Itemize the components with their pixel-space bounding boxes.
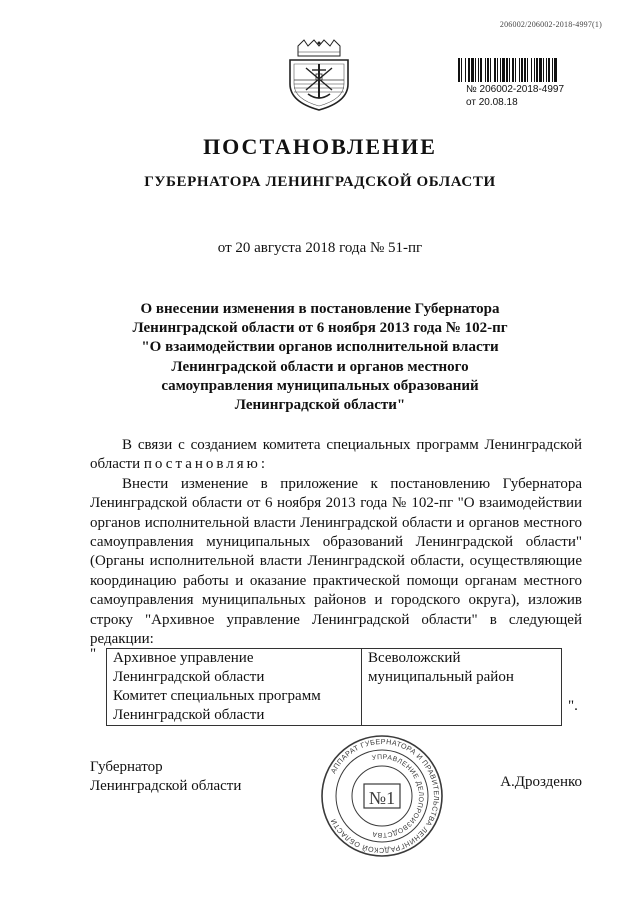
document-title: ПОСТАНОВЛЕНИЕ	[203, 134, 437, 159]
heading-line: самоуправления муниципальных образований	[161, 377, 479, 394]
table-row	[107, 649, 562, 726]
seal-outer-text: АППАРАТ ГУБЕРНАТОРА И ПРАВИТЕЛЬСТВА ЛЕНИНГРАДСКОЙ ОБЛАСТИ	[328, 736, 442, 856]
cell-line: Комитет специальных программ	[113, 688, 321, 704]
quote-close-mark: ".	[568, 698, 578, 714]
heading-line: О внесении изменения в постановление Губернатора	[140, 301, 500, 317]
heading-line: Ленинградской области"	[234, 397, 406, 414]
seal-inner-text: УПРАВЛЕНИЕ ДЕЛОПРОИЗВОДСТВА	[371, 753, 425, 839]
signer-name: А.Дрозденко	[500, 774, 582, 790]
table-cell-authorities	[107, 649, 362, 726]
signer-title-line: Ленинградской области	[90, 778, 242, 795]
cell-line: Всеволожский	[368, 650, 461, 666]
document-date-number: от 20 августа 2018 года № 51-пг	[217, 240, 423, 256]
seal-number: №1	[368, 788, 396, 808]
heading-line: "О взаимодействии органов исполнительной власти	[141, 339, 499, 356]
registration-number: № 206002-2018-4997	[466, 84, 565, 95]
heading-line: Ленинградской области от 6 ноября 2013 года № 102-пг	[132, 320, 508, 337]
cell-line: Ленинградской области	[113, 707, 265, 723]
quote-open-mark: "	[90, 646, 97, 662]
document-body	[90, 436, 582, 649]
official-seal-stamp	[320, 734, 444, 858]
signer-title	[90, 758, 241, 797]
coat-of-arms-emblem	[284, 38, 354, 112]
cell-line: Ленинградской области	[113, 669, 265, 685]
preamble-text: В связи с созданием комитета специальных программ Ленинградской области	[90, 437, 582, 473]
barcode	[458, 58, 598, 82]
signer-title-line: Губернатор	[90, 759, 163, 775]
heading-line: Ленинградской области и органов местного	[171, 358, 469, 375]
table-cell-district	[362, 649, 562, 726]
document-ref-code: 206002/206002-2018-4997(1)	[499, 20, 602, 29]
document-heading	[110, 300, 530, 415]
amendment-table	[106, 648, 562, 726]
resolve-word: постановляю:	[143, 456, 269, 473]
cell-line: Архивное управление	[113, 650, 254, 666]
paragraph-preamble	[90, 436, 582, 475]
registration-date: от 20.08.18	[466, 97, 518, 108]
paragraph-amendment: Внести изменение в приложение к постановлению Губернатора Ленинградской области от 6 ноября 2013 года № 102-пг "О взаимодействии органов исполнительной власти Ленинградской области и органов местного самоуправления муниципальных образований Ленинградской области" (Органы исполнительной власти Ленинградской области, осуществляющие координацию работы и оказание практической помощи органам местного самоуправления муниципальных районов и городского округа), изложив строку "Архивное управление Ленинградской области" в следующей редакции:	[90, 475, 582, 648]
cell-line: муниципальный район	[368, 669, 514, 685]
document-subtitle: ГУБЕРНАТОРА ЛЕНИНГРАДСКОЙ ОБЛАСТИ	[144, 174, 496, 190]
